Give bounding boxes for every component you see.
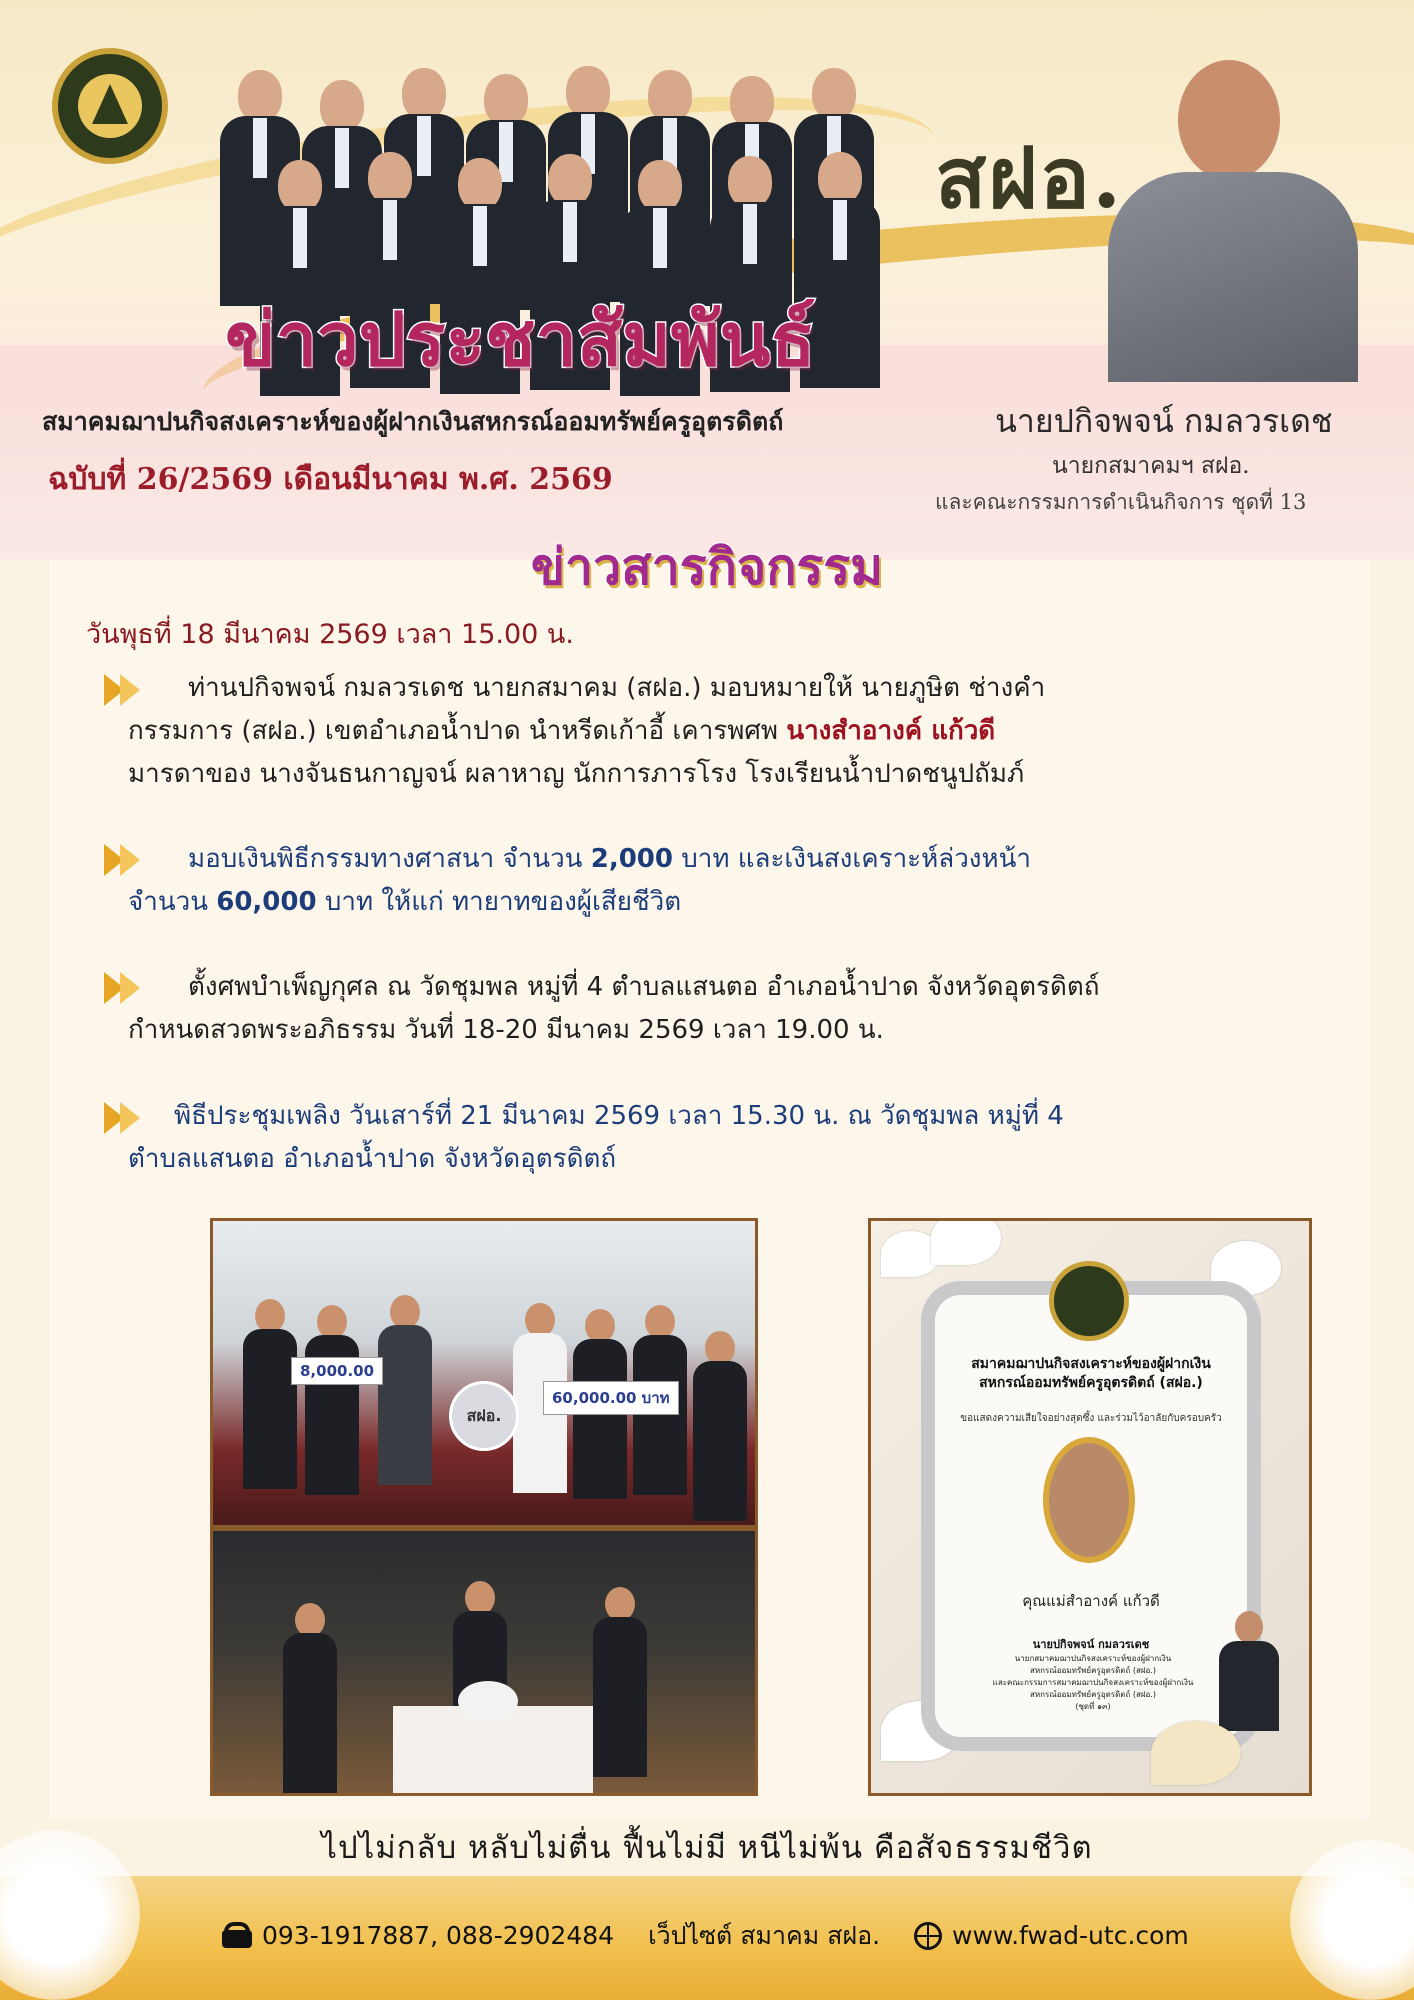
chairman-mini-portrait (1219, 1611, 1279, 1731)
website-link[interactable]: www.fwad-utc.com (952, 1921, 1189, 1950)
association-logo (1049, 1261, 1129, 1341)
news-item-3 (128, 966, 1328, 1052)
section-title: ข่าวสารกิจกรรม (530, 537, 884, 596)
donation-photo (210, 1218, 758, 1528)
card-role-line: นายกสมาคมฌาปนกิจสงเคราะห์ของผู้ฝากเงิน (1014, 1654, 1172, 1663)
news-item-line: ตำบลแสนตอ อำเภอน้ำปาด จังหวัดอุตรดิตถ์ (128, 1144, 617, 1174)
deceased-name-highlight: นางสำอางค์ แก้วดี (786, 716, 996, 746)
news-item-text: จำนวน (128, 887, 208, 917)
card-chairman-name: นายปกิจพจน์ กมลวรเดช (1032, 1638, 1150, 1651)
card-role-line: (ชุดที่ ๑๓) (1075, 1702, 1111, 1711)
card-role-line: สหกรณ์ออมทรัพย์ครูอุตรดิตถ์ (สฝอ.) (1029, 1690, 1156, 1699)
contact-line (222, 1916, 1189, 1956)
news-item-line: พิธีประชุมเพลิง วันเสาร์ที่ 21 มีนาคม 2569 เวลา 15.30 น. ณ วัดชุมพล หมู่ที่ 4 (174, 1101, 1064, 1131)
news-item-line: ท่านปกิจพจน์ กมลวรเดช นายกสมาคม (สฝอ.) มอบหมายให้ นายภูษิต ช่างคำ (188, 673, 1046, 703)
ceremony-photo (210, 1528, 758, 1796)
event-date: วันพุธที่ 18 มีนาคม 2569 เวลา 15.00 น. (86, 619, 574, 650)
chairman-board: และคณะกรรมการดำเนินกิจการ ชุดที่ 13 (935, 490, 1307, 514)
amount-advance: 60,000 (216, 887, 317, 917)
website-label: เว็ปไซต์ สมาคม สฝอ. (648, 1921, 881, 1950)
news-item-text: มอบเงินพิธีกรรมทางศาสนา จำนวน (188, 844, 583, 874)
motto: ไปไม่กลับ หลับไม่ตื่น ฟื้นไม่มี หนีไม่พ้น คือสัจธรรมชีวิต (321, 1830, 1093, 1866)
donation-sign: 60,000.00 บาท (543, 1381, 679, 1415)
card-role-line: และคณะกรรมการสมาคมฌาปนกิจสงเคราะห์ของผู้ฝากเงิน (992, 1678, 1194, 1687)
card-title-line: สมาคมฌาปนกิจสงเคราะห์ของผู้ฝากเงิน (971, 1356, 1211, 1372)
donation-sign: 8,000.00 (291, 1357, 383, 1385)
phone-icon (222, 1922, 252, 1948)
news-item-line: กำหนดสวดพระอภิธรรม วันที่ 18-20 มีนาคม 2569 เวลา 19.00 น. (128, 1015, 884, 1045)
deceased-name: คุณแม่สำอางค์ แก้วดี (1022, 1592, 1160, 1610)
news-item-line (128, 838, 1328, 881)
association-badge: สฝอ. (449, 1381, 519, 1451)
card-condolence-message: ขอแสดงความเสียใจอย่างสุดซึ้ง และร่วมไว้อาลัยกับครอบครัว (960, 1413, 1222, 1424)
newsletter-title: ข่าวประชาสัมพันธ์ (225, 297, 816, 383)
card-title-line: สหกรณ์ออมทรัพย์ครูอุตรดิตถ์ (สฝอ.) (979, 1375, 1203, 1391)
news-item-line: มารดาของ นางจันธนกาญจน์ ผลาหาญ นักการภารโรง โรงเรียนน้ำปาดชนูปถัมภ์ (128, 759, 1025, 789)
chairman-name: นายปกิจพจน์ กมลวรเดช (995, 402, 1333, 440)
flower-decoration (1151, 1721, 1241, 1785)
flower-decoration (931, 1218, 1001, 1265)
phone-numbers[interactable]: 093-1917887, 088-2902484 (262, 1921, 615, 1950)
card-title (941, 1355, 1241, 1393)
news-item-4 (128, 1095, 1328, 1181)
association-name: สมาคมฌาปนกิจสงเคราะห์ของผู้ฝากเงินสหกรณ์ออมทรัพย์ครูอุตรดิตถ์ (42, 407, 784, 436)
condolence-card (868, 1218, 1312, 1796)
news-item-1 (128, 667, 1328, 796)
issue-number: ฉบับที่ 26/2569 เดือนมีนาคม พ.ศ. 2569 (48, 462, 613, 497)
flower-arrangement (458, 1681, 518, 1721)
news-item-2 (128, 838, 1328, 924)
card-role-line: สหกรณ์ออมทรัพย์ครูอุตรดิตถ์ (สฝอ.) (1029, 1666, 1156, 1675)
globe-icon (914, 1922, 942, 1950)
news-item-line (128, 881, 1328, 924)
amount-religious: 2,000 (590, 844, 673, 874)
card-chairman-role (967, 1653, 1219, 1713)
news-item-text: กรรมการ (สฝอ.) เขตอำเภอน้ำปาด นำหรีดเก้าอี้ เคารพศพ (128, 716, 779, 746)
news-item-text: บาท และเงินสงเคราะห์ล่วงหน้า (681, 844, 1032, 874)
brand-abbreviation: สฝอ. (935, 128, 1124, 227)
news-item-line (128, 710, 1328, 753)
association-logo (52, 48, 168, 164)
news-item-text: บาท ให้แก่ ทายาทของผู้เสียชีวิต (324, 887, 682, 917)
chairman-portrait (1108, 60, 1358, 380)
chairman-role: นายกสมาคมฯ สฝอ. (1052, 453, 1250, 479)
news-item-line: ตั้งศพบำเพ็ญกุศล ณ วัดชุมพล หมู่ที่ 4 ตำบลแสนตอ อำเภอน้ำปาด จังหวัดอุตรดิตถ์ (188, 972, 1100, 1002)
deceased-portrait (1043, 1437, 1135, 1563)
